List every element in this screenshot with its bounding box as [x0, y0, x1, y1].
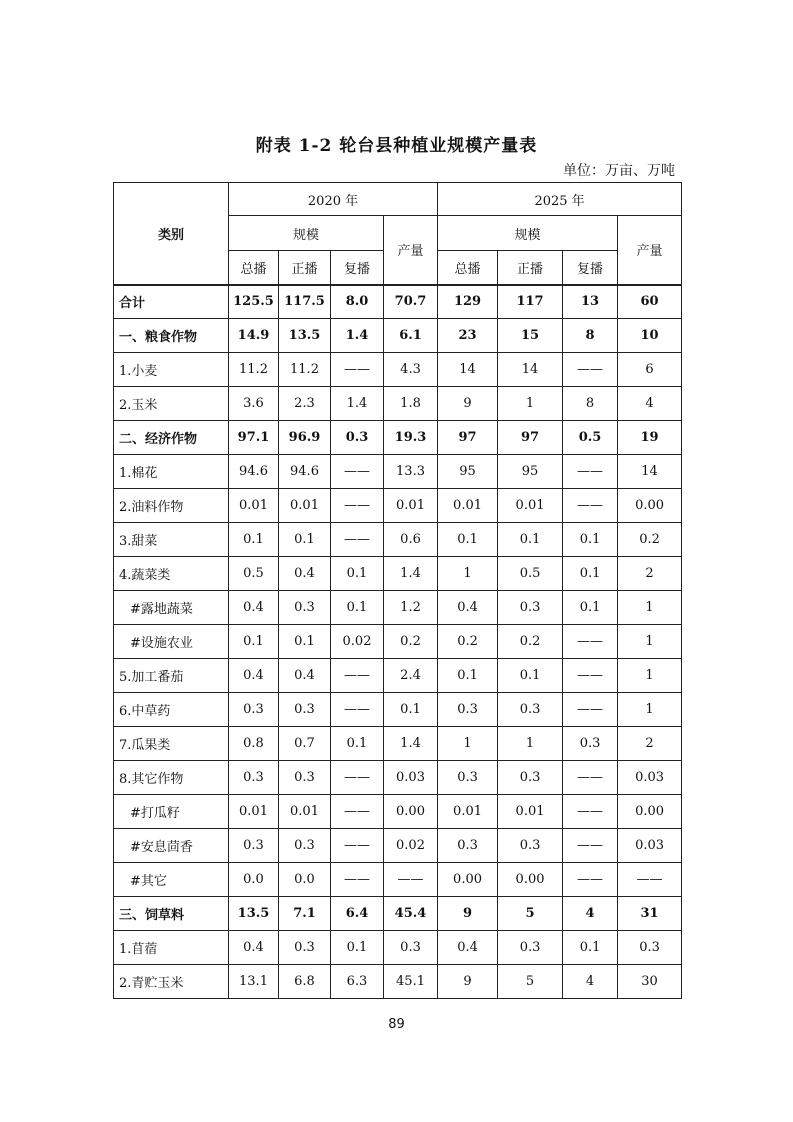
multi-sown-2025-header: 复播	[563, 251, 618, 285]
table-cell: 0.3	[331, 421, 384, 455]
table-row	[114, 455, 682, 489]
table-cell: 0.01	[498, 795, 563, 829]
table-cell: ——	[331, 795, 384, 829]
table-cell: 1.4	[384, 557, 438, 591]
table-cell: ——	[331, 659, 384, 693]
table-cell: 0.01	[279, 795, 331, 829]
category-header: 类别	[114, 183, 229, 285]
row-label: 1.苜蓿	[114, 931, 229, 965]
table-cell: 2.4	[384, 659, 438, 693]
table-cell: 0.00	[384, 795, 438, 829]
year-2025-header: 2025 年	[438, 183, 682, 216]
table-cell: 1	[438, 727, 498, 761]
table-cell: 13.5	[279, 319, 331, 353]
table-cell: 13.1	[229, 965, 279, 999]
table-cell: 13.5	[229, 897, 279, 931]
table-cell: 19.3	[384, 421, 438, 455]
table-cell: 0.03	[384, 761, 438, 795]
table-cell: 0.2	[438, 625, 498, 659]
table-cell: 97	[498, 421, 563, 455]
table-cell: 0.1	[563, 557, 618, 591]
table-row	[114, 965, 682, 999]
table-cell: ——	[563, 659, 618, 693]
table-cell: 5	[498, 965, 563, 999]
table-cell: 0.3	[229, 693, 279, 727]
table-cell: 8.0	[331, 285, 384, 319]
table-body	[114, 285, 682, 999]
table-cell: 14	[498, 353, 563, 387]
table-cell: 0.4	[279, 557, 331, 591]
table-cell: ——	[331, 455, 384, 489]
table-cell: 2	[618, 727, 682, 761]
main-sown-2025-header: 正播	[498, 251, 563, 285]
table-row	[114, 421, 682, 455]
table-cell: 0.2	[618, 523, 682, 557]
table-cell: 0.3	[498, 931, 563, 965]
table-cell: 0.1	[438, 523, 498, 557]
table-cell: 6.3	[331, 965, 384, 999]
table-cell: 0.0	[229, 863, 279, 897]
table-cell: 8	[563, 319, 618, 353]
table-cell: 9	[438, 387, 498, 421]
table-cell: 0.1	[563, 591, 618, 625]
table-cell: 0.1	[331, 591, 384, 625]
row-label: 5.加工番茄	[114, 659, 229, 693]
table-cell: 0.1	[331, 557, 384, 591]
table-cell: 0.02	[331, 625, 384, 659]
table-cell: ——	[563, 795, 618, 829]
table-cell: 0.7	[279, 727, 331, 761]
table-cell: 0.4	[229, 931, 279, 965]
table-cell: 0.4	[279, 659, 331, 693]
table-row	[114, 863, 682, 897]
table-cell: 0.02	[384, 829, 438, 863]
table-cell: 0.01	[438, 489, 498, 523]
row-label: #安息茴香	[114, 829, 229, 863]
table-cell: 1	[618, 693, 682, 727]
table-cell: 0.03	[618, 829, 682, 863]
table-cell: 4	[618, 387, 682, 421]
table-cell: 5	[498, 897, 563, 931]
row-label: 1.小麦	[114, 353, 229, 387]
table-cell: 0.3	[438, 761, 498, 795]
table-cell: ——	[331, 353, 384, 387]
table-cell: 1.4	[384, 727, 438, 761]
table-cell: 0.4	[229, 591, 279, 625]
table-cell: 0.3	[498, 591, 563, 625]
table-row	[114, 795, 682, 829]
table-cell: 1	[618, 591, 682, 625]
table-cell: 0.1	[498, 523, 563, 557]
table-cell: 0.1	[331, 931, 384, 965]
row-label: #其它	[114, 863, 229, 897]
table-cell: 1.8	[384, 387, 438, 421]
table-row	[114, 319, 682, 353]
table-cell: 6.4	[331, 897, 384, 931]
table-cell: 0.3	[384, 931, 438, 965]
table-cell: 0.01	[438, 795, 498, 829]
table-cell: 0.3	[438, 693, 498, 727]
table-cell: 0.1	[563, 523, 618, 557]
row-label: 一、粮食作物	[114, 319, 229, 353]
row-label: 6.中草药	[114, 693, 229, 727]
table-row	[114, 387, 682, 421]
table-cell: 117	[498, 285, 563, 319]
table-cell: 1	[498, 727, 563, 761]
table-row	[114, 523, 682, 557]
row-label: #设施农业	[114, 625, 229, 659]
table-cell: ——	[563, 625, 618, 659]
table-row	[114, 353, 682, 387]
table-cell: 0.00	[618, 795, 682, 829]
row-label: #露地蔬菜	[114, 591, 229, 625]
table-cell: 45.4	[384, 897, 438, 931]
table-row	[114, 659, 682, 693]
table-cell: 0.3	[279, 931, 331, 965]
table-cell: ——	[331, 489, 384, 523]
table-cell: ——	[563, 455, 618, 489]
row-label: 7.瓜果类	[114, 727, 229, 761]
table-cell: 0.5	[498, 557, 563, 591]
table-cell: 1	[438, 557, 498, 591]
table-cell: 0.3	[563, 727, 618, 761]
table-cell: 0.1	[331, 727, 384, 761]
table-cell: 0.4	[438, 931, 498, 965]
table-cell: 11.2	[279, 353, 331, 387]
table-cell: 0.00	[618, 489, 682, 523]
table-cell: 0.00	[498, 863, 563, 897]
table-cell: 11.2	[229, 353, 279, 387]
table-cell: 0.1	[229, 625, 279, 659]
production-table	[113, 182, 682, 999]
table-cell: 4.3	[384, 353, 438, 387]
table-cell: 125.5	[229, 285, 279, 319]
table-cell: 6.8	[279, 965, 331, 999]
table-cell: ——	[331, 761, 384, 795]
table-cell: 14.9	[229, 319, 279, 353]
table-cell: 45.1	[384, 965, 438, 999]
table-cell: 94.6	[279, 455, 331, 489]
multi-sown-2020-header: 复播	[331, 251, 384, 285]
table-cell: 19	[618, 421, 682, 455]
row-label: 二、经济作物	[114, 421, 229, 455]
table-cell: 0.3	[279, 829, 331, 863]
table-cell: 6	[618, 353, 682, 387]
table-cell: 0.5	[563, 421, 618, 455]
table-cell: 8	[563, 387, 618, 421]
table-cell: 1.4	[331, 319, 384, 353]
table-cell: 0.01	[279, 489, 331, 523]
table-cell: 70.7	[384, 285, 438, 319]
table-cell: ——	[331, 693, 384, 727]
table-cell: 95	[438, 455, 498, 489]
page-number: 89	[388, 1017, 405, 1032]
output-2025-header: 产量	[618, 216, 682, 285]
table-row	[114, 761, 682, 795]
table-cell: 95	[498, 455, 563, 489]
output-2020-header: 产量	[384, 216, 438, 285]
table-cell: 23	[438, 319, 498, 353]
year-2020-header: 2020 年	[229, 183, 438, 216]
table-cell: 14	[618, 455, 682, 489]
table-cell: 9	[438, 897, 498, 931]
table-cell: 0.5	[229, 557, 279, 591]
row-label: 2.玉米	[114, 387, 229, 421]
table-cell: 1	[618, 625, 682, 659]
table-cell: 6.1	[384, 319, 438, 353]
table-row	[114, 557, 682, 591]
table-cell: ——	[563, 829, 618, 863]
table-cell: 96.9	[279, 421, 331, 455]
table-row	[114, 693, 682, 727]
table-cell: 0.1	[498, 659, 563, 693]
table-cell: 0.1	[384, 693, 438, 727]
main-sown-2020-header: 正播	[279, 251, 331, 285]
unit-label: 单位：万亩、万吨	[563, 163, 675, 179]
table-cell: 97	[438, 421, 498, 455]
table-cell: ——	[331, 863, 384, 897]
row-label: 4.蔬菜类	[114, 557, 229, 591]
table-cell: 0.4	[438, 591, 498, 625]
table-cell: 0.03	[618, 761, 682, 795]
table-row	[114, 285, 682, 319]
table-cell: 30	[618, 965, 682, 999]
table-cell: 0.6	[384, 523, 438, 557]
table-row	[114, 591, 682, 625]
table-cell: 0.3	[279, 693, 331, 727]
table-cell: 0.3	[229, 829, 279, 863]
table-cell: 0.3	[279, 761, 331, 795]
table-cell: 31	[618, 897, 682, 931]
row-label: 3.甜菜	[114, 523, 229, 557]
row-label: 三、饲草料	[114, 897, 229, 931]
table-row	[114, 489, 682, 523]
table-cell: ——	[563, 693, 618, 727]
table-cell: 0.2	[384, 625, 438, 659]
table-row	[114, 727, 682, 761]
table-cell: 4	[563, 965, 618, 999]
table-cell: ——	[563, 761, 618, 795]
table-cell: 0.01	[229, 795, 279, 829]
table-cell: ——	[563, 863, 618, 897]
table-cell: 117.5	[279, 285, 331, 319]
table-row	[114, 625, 682, 659]
table-cell: 13.3	[384, 455, 438, 489]
table-cell: 7.1	[279, 897, 331, 931]
row-label: 2.油料作物	[114, 489, 229, 523]
table-cell: 14	[438, 353, 498, 387]
table-cell: 0.3	[498, 761, 563, 795]
table-cell: 0.3	[229, 761, 279, 795]
table-cell: ——	[331, 829, 384, 863]
scale-2025-header: 规模	[438, 216, 618, 251]
table-cell: ——	[618, 863, 682, 897]
table-cell: ——	[331, 523, 384, 557]
table-cell: 0.3	[438, 829, 498, 863]
table-row	[114, 931, 682, 965]
table-cell: 2.3	[279, 387, 331, 421]
table-cell: 0.3	[498, 693, 563, 727]
table-cell: 1.4	[331, 387, 384, 421]
table-cell: 0.1	[279, 625, 331, 659]
total-sown-2025-header: 总播	[438, 251, 498, 285]
row-label: 合计	[114, 285, 229, 319]
scale-2020-header: 规模	[229, 216, 384, 251]
table-cell: 4	[563, 897, 618, 931]
table-cell: 0.0	[279, 863, 331, 897]
table-cell: 0.2	[498, 625, 563, 659]
table-title: 附表 1-2 轮台县种植业规模产量表	[255, 136, 538, 156]
table-cell: 0.1	[279, 523, 331, 557]
table-cell: 9	[438, 965, 498, 999]
row-label: 1.棉花	[114, 455, 229, 489]
table-cell: 10	[618, 319, 682, 353]
table-cell: 0.01	[229, 489, 279, 523]
table-cell: 0.01	[498, 489, 563, 523]
table-cell: ——	[563, 353, 618, 387]
table-cell: 0.1	[229, 523, 279, 557]
table-cell: ——	[384, 863, 438, 897]
row-label: #打瓜籽	[114, 795, 229, 829]
table-cell: 15	[498, 319, 563, 353]
table-cell: 0.8	[229, 727, 279, 761]
table-cell: ——	[563, 489, 618, 523]
table-cell: 60	[618, 285, 682, 319]
table-cell: 0.01	[384, 489, 438, 523]
table-cell: 0.4	[229, 659, 279, 693]
table-cell: 129	[438, 285, 498, 319]
table-cell: 94.6	[229, 455, 279, 489]
table-cell: 1	[498, 387, 563, 421]
table-cell: 13	[563, 285, 618, 319]
table-cell: 0.3	[498, 829, 563, 863]
table-cell: 0.3	[279, 591, 331, 625]
table-row	[114, 829, 682, 863]
table-cell: 97.1	[229, 421, 279, 455]
table-cell: 0.1	[438, 659, 498, 693]
row-label: 8.其它作物	[114, 761, 229, 795]
table-cell: 0.3	[618, 931, 682, 965]
table-cell: 0.00	[438, 863, 498, 897]
table-cell: 0.1	[563, 931, 618, 965]
row-label: 2.青贮玉米	[114, 965, 229, 999]
table-cell: 2	[618, 557, 682, 591]
table-cell: 3.6	[229, 387, 279, 421]
table-cell: 1	[618, 659, 682, 693]
total-sown-2020-header: 总播	[229, 251, 279, 285]
table-cell: 1.2	[384, 591, 438, 625]
table-row	[114, 897, 682, 931]
